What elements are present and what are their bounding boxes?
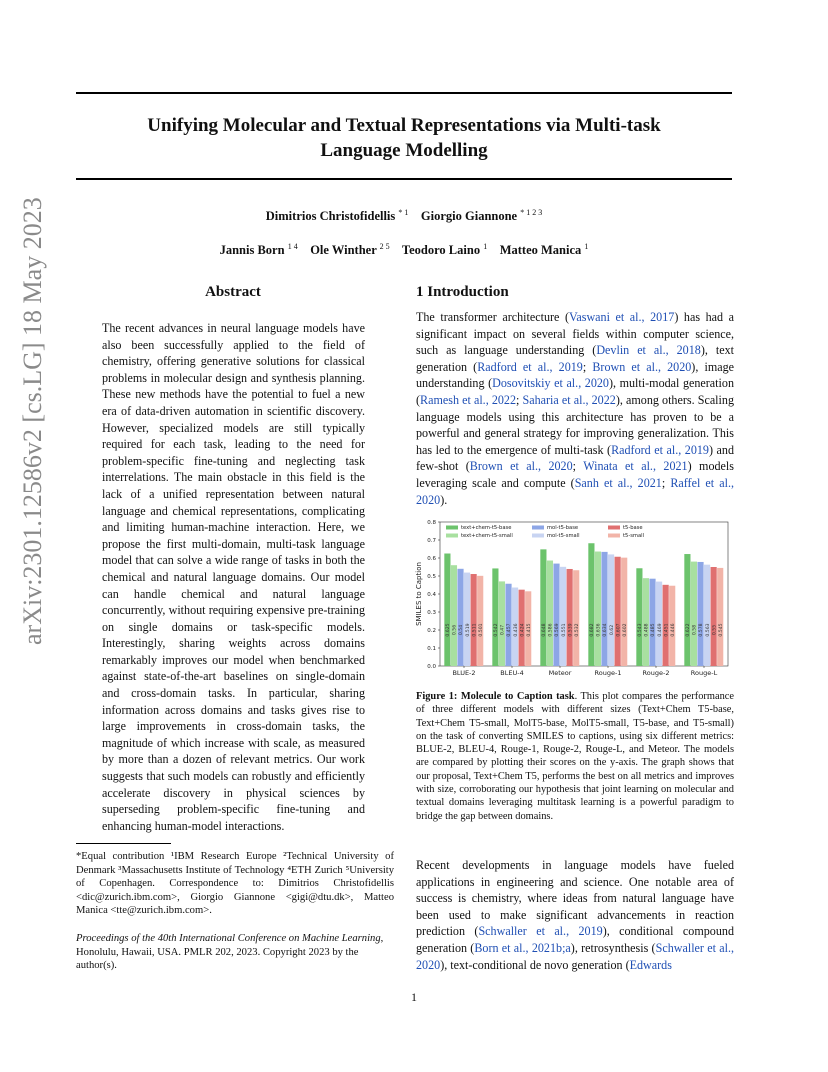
bar-data-label: 0.622	[686, 623, 692, 637]
bar-data-label: 0.636	[596, 623, 602, 637]
abstract-heading: Abstract	[205, 284, 261, 300]
author-affiliation: 2 5	[379, 242, 390, 251]
author-affiliation: 1 4	[287, 242, 298, 251]
body-text: The transformer architecture (	[416, 310, 569, 324]
title-bottom-rule	[76, 178, 732, 180]
bar-data-label: 0.488	[644, 623, 650, 637]
bar-data-label: 0.469	[657, 623, 663, 637]
author-name: Matteo Manica	[499, 243, 582, 258]
body-text: ), conditional compound generation (	[416, 924, 734, 955]
proceedings-venue: Proceedings of the 40th International Conference on Machine Learning	[76, 933, 381, 944]
intro-heading: 1 Introduction	[416, 284, 509, 300]
bar	[711, 567, 717, 666]
citation-link[interactable]: Raffel et al., 2020	[416, 475, 734, 507]
intro-paragraph-1	[416, 309, 734, 508]
body-text: ;	[572, 459, 584, 474]
citation-link[interactable]: Dosovitskiy et al., 2020	[492, 376, 609, 391]
y-axis-label: SMILES to Caption	[415, 562, 423, 626]
bar-data-label: 0.682	[590, 623, 596, 637]
bar-data-label: 0.424	[520, 623, 526, 637]
legend-swatch	[446, 526, 458, 530]
bar-data-label: 0.54	[459, 624, 465, 636]
bar	[444, 554, 450, 667]
bar	[573, 570, 579, 666]
author-affiliation: 1	[584, 242, 589, 251]
citation-link[interactable]: Winata et al., 2021	[583, 459, 688, 474]
legend-label: t5-small	[623, 533, 645, 539]
citation-link[interactable]: Devlin et al., 2018	[596, 343, 701, 358]
body-text: ;	[661, 475, 671, 490]
y-tick-label: 0.0	[427, 664, 436, 670]
bar	[636, 568, 642, 666]
abstract-text: The recent advances in neural language models have also been successfully applied to the field of chemistry, offering generative solutions for classical problems in molecular design and synthesis planning. These new methods have the potential to fuel a new era of data-driven automation in scientific discovery. However, specialized models are still typically required for each task, leading to the need for problem-specific fine-tuning and neglecting task interrelations. The main obstacle in this field is the lack of a unified representation between natural language and chemical representations, complicating and limiting human-machine interaction. Here, we propose the first multi-domain, multi-task language model that can solve a wide range of tasks in both the chemical and natural language domains. Our model can handle chemical and natural language concurrently, without requiring expensive pre-training on single domains or task-specific models. Interestingly, sharing weights across domains remarkably improves our model when benchmarked against state-of-the-art baselines on single-domain and cross-domain tasks. In particular, sharing information across domains and tasks gives rise to large improvements in cross-domain tasks, the magnitude of which increase with scale, as measured by more than a dozen of relevant metrics. Our work suggests that such models can robustly and efficiently accelerate discovery in physical sciences by superseding problem-specific fine-tuning and enhancing human-model interactions.	[102, 321, 365, 833]
bar	[601, 552, 607, 666]
bar	[457, 569, 463, 666]
legend-swatch	[446, 534, 458, 538]
body-text: ).	[440, 492, 448, 507]
figure-caption-title: Figure 1: Molecule to Caption task	[416, 691, 575, 702]
legend-swatch	[608, 526, 620, 530]
body-text: ), image understanding (	[416, 359, 735, 391]
paper-title	[76, 113, 732, 163]
y-tick-label: 0.1	[427, 646, 436, 652]
bar-data-label: 0.62	[609, 624, 615, 636]
body-text: Recent developments in language models have fueled applications in engineering and science. One notable area of success is chemistry, where ideas from natural language have been used to make significant advancements in reaction prediction (	[416, 858, 734, 939]
y-tick-label: 0.8	[427, 520, 436, 526]
bar	[588, 543, 594, 666]
x-tick-label: Rouge-2	[642, 669, 670, 677]
body-text: ) and few-shot (	[416, 442, 735, 474]
citation-link[interactable]: Brown et al., 2020	[592, 359, 692, 374]
bar	[684, 554, 690, 666]
bar	[643, 578, 649, 666]
figure-caption	[416, 690, 734, 823]
bar-data-label: 0.539	[568, 623, 574, 637]
citation-link[interactable]: Saharia et al., 2022	[522, 392, 616, 407]
bar-data-label: 0.648	[542, 623, 548, 637]
authors-row-2	[76, 242, 732, 258]
bar-data-label: 0.634	[603, 623, 609, 637]
bar-data-label: 0.551	[561, 623, 567, 637]
footnote-rule	[76, 843, 171, 844]
x-tick-label: Rouge-1	[594, 669, 622, 677]
top-rule	[76, 92, 732, 94]
author-name: Teodoro Laino	[401, 243, 481, 258]
bar-data-label: 0.602	[622, 623, 628, 637]
bar-data-label: 0.501	[478, 623, 484, 637]
authors-row-1	[76, 208, 732, 224]
bar-data-label: 0.586	[548, 623, 554, 637]
bar-data-label: 0.563	[705, 623, 711, 637]
bar-data-label: 0.543	[638, 623, 644, 637]
proceedings-details: , Honolulu, Hawaii, USA. PMLR 202, 2023. Copyright 2023 by the author(s).	[76, 933, 384, 972]
body-text: ), retrosynthesis (	[570, 940, 656, 955]
body-text: ;	[582, 359, 593, 374]
legend-swatch	[532, 526, 544, 530]
bar-data-label: 0.569	[555, 623, 561, 637]
legend-label: mol-t5-small	[547, 533, 580, 539]
x-tick-label: Rouge-L	[690, 669, 718, 677]
bar-data-label: 0.578	[699, 623, 705, 637]
y-tick-label: 0.4	[427, 592, 436, 598]
bar	[477, 576, 483, 666]
author-name: Giorgio Giannone	[420, 209, 518, 224]
footnote: *Equal contribution ¹IBM Research Europe ²Technical University of Denmark ³Massachusetts Institute of Technology ⁴ETH Zurich ⁵University of Copenhagen. Correspondence to: Dimitrios Christofidellis <dic@zurich.ibm.com>, Giorgio Giannone <gigi@dtu.dk>, Matteo Manica <tte@zurich.ibm.com>.	[76, 851, 394, 917]
arxiv-identifier: arXiv:2301.12586v2 [cs.LG] 18 May 2023	[18, 197, 47, 645]
bar-data-label: 0.545	[718, 623, 724, 637]
author-affiliation: 1	[483, 242, 488, 251]
author-affiliation: * 1 2 3	[520, 208, 543, 217]
intro-paragraph-2	[416, 857, 734, 973]
bar	[608, 554, 614, 666]
bar-data-label: 0.519	[465, 623, 471, 637]
y-tick-label: 0.7	[427, 538, 436, 544]
bar-data-label: 0.607	[616, 623, 622, 637]
y-tick-label: 0.3	[427, 610, 436, 616]
body-text: ), text-conditional de novo generation (	[440, 957, 630, 972]
bar	[567, 569, 573, 666]
bar-data-label: 0.457	[507, 623, 513, 637]
bar	[717, 568, 723, 666]
bar	[451, 565, 457, 666]
citation-link[interactable]: Vaswani et al., 2017	[568, 310, 675, 324]
legend-label: t5-base	[623, 525, 643, 531]
bar-data-label: 0.58	[692, 624, 698, 636]
bar	[492, 568, 498, 666]
body-text: ) has had a significant impact on several fields within computer science, such as language understanding (	[416, 310, 734, 358]
bar	[471, 574, 477, 666]
bar-data-label: 0.625	[446, 623, 452, 637]
proceedings-note	[76, 932, 394, 973]
bar-data-label: 0.56	[452, 624, 458, 636]
bar	[697, 562, 703, 666]
bar	[560, 567, 566, 666]
author-affiliation: * 1	[398, 208, 409, 217]
citation-link[interactable]: Sanh et al., 2021	[574, 475, 662, 490]
author-name: Ole Winther	[310, 243, 377, 258]
figure-caption-body: . This plot compares the performance of three different models with different sizes (Text+Chem T5-base, Text+Chem T5-small, MolT5-base, MolT5-small, T5-base, and T5-small) on the task of converting SMILES to captions, using six different metrics: BLUE-2, BLEU-4, Rouge-1, Rouge-2, Rouge-L, and Meteor. The models are compared by plotting their scores on the y-axis. The graph shows that our proposal, Text+Chem T5, performs the best on all metrics and improves with size, corroborating our hypothesis that joint learning on molecular and textual domains leveraging multitask learning is a powerful paradigm to bridge the gap between domains.	[416, 691, 734, 822]
legend-swatch	[532, 534, 544, 538]
bar	[691, 562, 697, 666]
bar	[621, 558, 627, 666]
bar	[595, 552, 601, 666]
citation-link[interactable]: Schwaller et al., 2020	[416, 940, 734, 972]
legend-label: text+chem-t5-small	[461, 533, 513, 539]
body-text: ;	[516, 392, 523, 407]
title-line-2: Language Modelling	[320, 140, 488, 161]
x-tick-label: BLUE-2	[452, 669, 476, 677]
citation-link[interactable]: Edwards	[629, 957, 672, 972]
bar-data-label: 0.511	[472, 623, 478, 637]
bar-data-label: 0.451	[664, 623, 670, 637]
page-number: 1	[411, 990, 417, 1004]
citation-link[interactable]: Radford et al., 2019	[477, 359, 583, 374]
bar-data-label: 0.542	[494, 623, 500, 637]
bar	[464, 573, 470, 666]
bar-data-label: 0.47	[500, 624, 506, 636]
body-text: ) models leveraging scale and compute (	[416, 459, 734, 490]
citation-link[interactable]: Ramesh et al., 2022	[420, 392, 517, 407]
bar	[540, 549, 546, 666]
bar	[499, 581, 505, 666]
x-tick-label: BLEU-4	[500, 669, 524, 677]
citation-link[interactable]: Brown et al., 2020	[469, 459, 573, 474]
bar	[615, 557, 621, 666]
bar	[649, 579, 655, 666]
bar	[704, 565, 710, 666]
bar-data-label: 0.436	[513, 623, 519, 637]
y-tick-label: 0.6	[427, 556, 436, 562]
body-text: ), among others. Scaling language models using this architecture has proven to be a powerful and general strategy for improving generalization. This has led to the emergence of multi-task (	[416, 392, 734, 457]
author-name: Dimitrios Christofidellis	[265, 209, 396, 224]
x-tick-label: Meteor	[548, 669, 572, 677]
title-line-1: Unifying Molecular and Textual Representations via Multi-task	[147, 115, 661, 136]
molecule-to-caption-chart	[410, 516, 730, 688]
bar-data-label: 0.485	[651, 623, 657, 637]
citation-link[interactable]: Born et al., 2021b;a	[474, 940, 571, 955]
bar-data-label: 0.446	[670, 623, 676, 637]
bar	[553, 564, 559, 666]
y-tick-label: 0.5	[427, 574, 436, 580]
bar-data-label: 0.415	[526, 623, 532, 637]
body-text: ), multi-modal generation (	[416, 376, 734, 407]
y-tick-label: 0.2	[427, 628, 436, 634]
legend-swatch	[608, 534, 620, 538]
author-name: Jannis Born	[219, 243, 285, 258]
bar	[547, 561, 553, 666]
citation-link[interactable]: Schwaller et al., 2019	[478, 924, 603, 939]
bar-data-label: 0.55	[712, 624, 718, 636]
bar-data-label: 0.532	[574, 623, 580, 637]
legend-label: text+chem-t5-base	[461, 525, 512, 531]
citation-link[interactable]: Radford et al., 2019	[611, 442, 709, 457]
body-text: ), text generation (	[416, 343, 734, 374]
legend-label: mol-t5-base	[547, 525, 579, 531]
